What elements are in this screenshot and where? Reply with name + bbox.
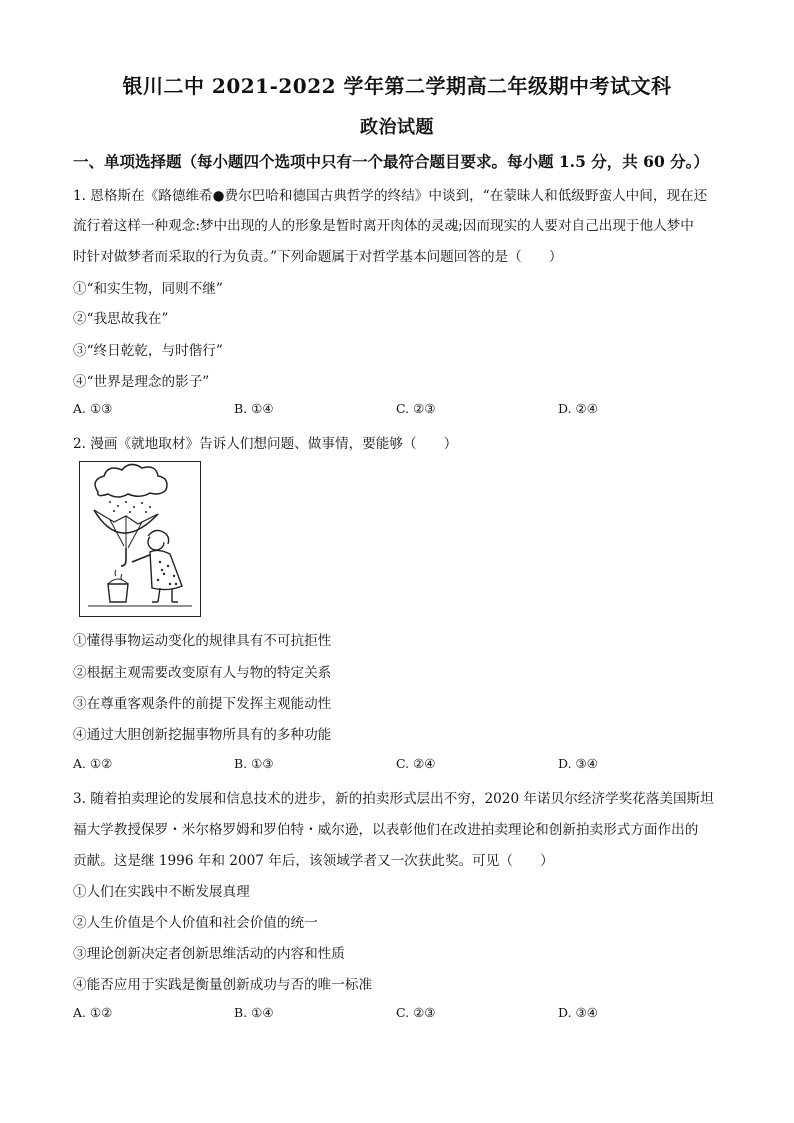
question-2-statement-3: ③在尊重客观条件的前提下发挥主观能动性 <box>73 696 332 712</box>
question-1-option-c[interactable]: C. ②③ <box>396 401 436 416</box>
question-1-stem-line-1: 1. 恩格斯在《路德维希●费尔巴哈和德国古典哲学的终结》中谈到，“在蒙昧人和低级野蛮人中间，现在还 <box>73 188 708 204</box>
question-2-stem-line-1: 2. 漫画《就地取材》告诉人们想问题、做事情，要能够（ ） <box>73 436 458 452</box>
question-3-statement-4: ④能否应用于实践是衡量创新成功与否的唯一标准 <box>73 977 373 993</box>
question-3-statement-3: ③理论创新决定者创新思维活动的内容和性质 <box>73 946 345 962</box>
question-1-statement-1: ①“和实生物，同则不继” <box>73 281 223 297</box>
question-2-statement-2: ②根据主观需要改变原有人与物的特定关系 <box>73 665 332 681</box>
exam-subtitle: 政治试题 <box>360 117 434 138</box>
question-1-stem-line-2: 流行着这样一种观念:梦中出现的人的形象是暂时离开肉体的灵魂;因而现实的人要对自己出现于他人梦中 <box>73 218 694 234</box>
question-1-statement-3: ③“终日乾乾，与时偕行” <box>73 343 223 359</box>
question-3-option-d[interactable]: D. ③④ <box>558 1005 598 1020</box>
cartoon-image <box>79 461 201 617</box>
question-2-option-b[interactable]: B. ①③ <box>234 756 274 771</box>
question-3-option-a[interactable]: A. ①② <box>73 1005 113 1020</box>
question-3-statement-2: ②人生价值是个人价值和社会价值的统一 <box>73 915 318 931</box>
question-3-stem-line-3: 贡献。这是继 1996 年和 2007 年后，该领域学者又一次获此奖。可见（ ） <box>73 853 554 869</box>
question-2-option-d[interactable]: D. ③④ <box>558 756 598 771</box>
question-3-option-b[interactable]: B. ①④ <box>234 1005 274 1020</box>
question-2-option-c[interactable]: C. ②④ <box>396 756 436 771</box>
exam-title: 银川二中 2021-2022 学年第二学期高二年级期中考试文科 <box>122 74 672 98</box>
question-3-stem-line-2: 福大学教授保罗・米尔格罗姆和罗伯特・威尔逊，以表彰他们在改进拍卖理论和创新拍卖形式方面作出的 <box>73 822 699 838</box>
question-2-statement-1: ①懂得事物运动变化的规律具有不可抗拒性 <box>73 633 332 649</box>
question-3-option-c[interactable]: C. ②③ <box>396 1005 436 1020</box>
question-1-stem-line-3: 时针对做梦者而采取的行为负责。”下列命题属于对哲学基本问题回答的是（ ） <box>73 249 563 265</box>
cartoon-umbrella-woman-illustration <box>80 462 200 616</box>
question-2-statement-4: ④通过大胆创新挖掘事物所具有的多种功能 <box>73 727 332 743</box>
question-1-statement-4: ④“世界是理念的影子” <box>73 374 210 390</box>
question-1-option-b[interactable]: B. ①④ <box>234 401 274 416</box>
question-1-statement-2: ②“我思故我在” <box>73 311 169 327</box>
section-heading: 一、单项选择题（每小题四个选项中只有一个最符合题目要求。每小题 1.5 分，共 60 分。） <box>73 152 709 171</box>
question-1-option-d[interactable]: D. ②④ <box>558 401 598 416</box>
question-3-stem-line-1: 3. 随着拍卖理论的发展和信息技术的进步，新的拍卖形式层出不穷，2020 年诺贝尔经济学奖花落美国斯坦 <box>73 791 714 807</box>
question-2-option-a[interactable]: A. ①② <box>73 756 113 771</box>
question-1-option-a[interactable]: A. ①③ <box>73 401 113 416</box>
question-3-statement-1: ①人们在实践中不断发展真理 <box>73 884 250 900</box>
